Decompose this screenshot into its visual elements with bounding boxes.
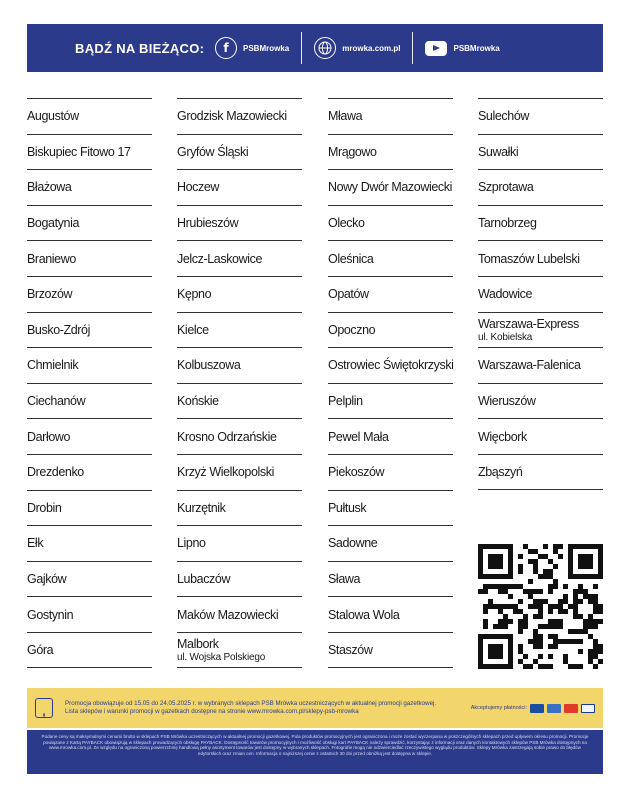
store-location bbox=[328, 418, 453, 454]
store-name: Błażowa bbox=[27, 180, 72, 195]
youtube-icon bbox=[425, 41, 447, 56]
store-name: Krzyż Wielkopolski bbox=[177, 465, 274, 480]
store-name: Tomaszów Lubelski bbox=[478, 251, 580, 266]
store-location bbox=[27, 312, 152, 348]
store-location bbox=[177, 205, 302, 241]
store-location bbox=[328, 312, 453, 348]
store-location bbox=[27, 525, 152, 561]
store-name: Suwałki bbox=[478, 144, 519, 159]
mastercard-icon bbox=[564, 704, 578, 713]
store-name: Stalowa Wola bbox=[328, 607, 400, 622]
store-name: Warszawa-Falenica bbox=[478, 358, 581, 373]
store-name: Wadowice bbox=[478, 287, 532, 302]
store-name: Bogatynia bbox=[27, 216, 79, 231]
store-location bbox=[177, 347, 302, 383]
store-location bbox=[177, 276, 302, 312]
store-name: Krosno Odrzańskie bbox=[177, 429, 277, 444]
store-location bbox=[478, 454, 603, 490]
store-location bbox=[177, 169, 302, 205]
store-name: Hrubieszów bbox=[177, 216, 239, 231]
store-name: Mrągowo bbox=[328, 144, 377, 159]
store-location bbox=[478, 418, 603, 454]
promo-line-1: Promocja obowiązuje od 15.05 do 24.05.2025 r. w wybranych sklepach PSB Mrówka uczestniczących w aktualnej promocji gazetkowej. bbox=[65, 700, 437, 707]
store-location bbox=[27, 454, 152, 490]
youtube-label: PSBMrowka bbox=[453, 43, 500, 53]
facebook-link[interactable] bbox=[215, 37, 289, 59]
globe-icon bbox=[314, 37, 336, 59]
header-title: BĄDŹ NA BIEŻĄCO: bbox=[75, 40, 205, 56]
store-location bbox=[478, 169, 603, 205]
store-name: Grodzisk Mazowiecki bbox=[177, 109, 287, 124]
store-location bbox=[177, 632, 302, 668]
store-location bbox=[328, 205, 453, 241]
store-location bbox=[27, 632, 152, 668]
payments-label: Akceptujemy płatności: bbox=[470, 705, 527, 711]
store-location bbox=[177, 525, 302, 561]
store-location bbox=[478, 383, 603, 419]
store-name: Chmielnik bbox=[27, 358, 79, 373]
store-name: Busko-Zdrój bbox=[27, 322, 90, 337]
store-name: Ciechanów bbox=[27, 394, 86, 409]
social-header-banner bbox=[27, 24, 603, 72]
store-location bbox=[27, 383, 152, 419]
store-column bbox=[177, 98, 302, 668]
store-name: Piekoszów bbox=[328, 465, 385, 480]
store-column bbox=[328, 98, 453, 668]
store-name: Pelplin bbox=[328, 394, 363, 409]
store-name: Jelcz-Laskowice bbox=[177, 251, 263, 266]
store-name: Lipno bbox=[177, 536, 206, 551]
store-name: Lubaczów bbox=[177, 572, 231, 587]
store-location bbox=[328, 490, 453, 526]
store-location bbox=[177, 383, 302, 419]
store-location bbox=[328, 561, 453, 597]
store-name: Warszawa-Express bbox=[478, 316, 579, 331]
store-name: Opatów bbox=[328, 287, 369, 302]
header-divider bbox=[412, 32, 413, 64]
store-location bbox=[27, 169, 152, 205]
store-location bbox=[177, 454, 302, 490]
store-name: Kępno bbox=[177, 287, 212, 302]
store-location bbox=[27, 490, 152, 526]
youtube-link[interactable] bbox=[425, 41, 499, 56]
store-name: Gryfów Śląski bbox=[177, 144, 249, 159]
store-location bbox=[27, 418, 152, 454]
store-location bbox=[328, 383, 453, 419]
card-icon bbox=[530, 704, 544, 713]
store-name: Nowy Dwór Mazowiecki bbox=[328, 180, 452, 195]
promo-line-2: Lista sklepów i warunki promocji w gazetkach dostępne na stronie www.mrowka.com.pl/sklepy-psb-mrowka bbox=[65, 708, 359, 715]
store-location bbox=[328, 98, 453, 134]
header-divider bbox=[301, 32, 302, 64]
store-address: ul. Kobielska bbox=[478, 331, 533, 343]
promo-text bbox=[65, 700, 445, 716]
visa-icon bbox=[581, 704, 595, 713]
store-name: Opoczno bbox=[328, 322, 376, 337]
store-location bbox=[328, 347, 453, 383]
facebook-label: PSBMrowka bbox=[243, 43, 290, 53]
store-name: Braniewo bbox=[27, 251, 76, 266]
store-location bbox=[27, 596, 152, 632]
store-name: Mława bbox=[328, 109, 363, 124]
store-address: ul. Wojska Polskiego bbox=[177, 651, 266, 663]
store-location bbox=[27, 134, 152, 170]
store-name: Gostynin bbox=[27, 607, 74, 622]
store-location bbox=[27, 240, 152, 276]
store-location bbox=[478, 205, 603, 241]
store-location bbox=[478, 312, 603, 348]
store-location bbox=[177, 596, 302, 632]
store-name: Hoczew bbox=[177, 180, 220, 195]
store-location bbox=[177, 240, 302, 276]
payment-methods bbox=[471, 704, 595, 713]
store-name: Góra bbox=[27, 642, 54, 657]
store-name: Kolbuszowa bbox=[177, 358, 241, 373]
store-location bbox=[478, 240, 603, 276]
store-name: Pewel Mała bbox=[328, 429, 389, 444]
store-location bbox=[478, 98, 603, 134]
store-name: Darłowo bbox=[27, 429, 71, 444]
facebook-icon: f bbox=[215, 37, 237, 59]
store-location bbox=[328, 276, 453, 312]
store-location bbox=[328, 632, 453, 668]
store-name: Ełk bbox=[27, 536, 44, 551]
promo-banner bbox=[27, 688, 603, 728]
store-name: Biskupiec Fitowo 17 bbox=[27, 144, 131, 159]
store-name: Tarnobrzeg bbox=[478, 216, 537, 231]
store-name: Kielce bbox=[177, 322, 209, 337]
store-name: Drezdenko bbox=[27, 465, 84, 480]
legal-notice: Podane ceny są maksymalnymi cenami brutto w sklepach PSB Mrówka uczestniczących w aktualnej promocji gazetkowej. Pula produktów promocyjnych jest ograniczona i może zostać wyczerpana w poszczególnych sklepach przed upływem okresu promocji. Promocje powiązane z Kartą PAYBACK obowiązują w sklepach prowadzących obsługę PAYBACK. Dostępność towarów promocyjnych i możliwość obsługi kart PAYBACK należy sprawdzić, korzystając z informacji oraz danych kontaktowych sklepów PSB Mrówka dostępnych na www.mrowka.com.pl. Ze względu na ograniczoną powierzchnię handlową pełny asortyment towarów jest dostępny w wybranych sklepach. Fotografie mogą nie odzwierciedlać rzeczywistego wyglądu produktów. Sklepy Mrówka zastrzegają sobie prawo do błędów edytorskich oraz zmian cen. Informacja o najniższej cenie z ostatnich 30 dni przed obniżką jest dostępna w sklepie. bbox=[27, 730, 603, 774]
store-name: Końskie bbox=[177, 394, 219, 409]
store-location bbox=[177, 418, 302, 454]
store-name: Sulechów bbox=[478, 109, 529, 124]
card-icon bbox=[547, 704, 561, 713]
store-location bbox=[478, 276, 603, 312]
store-location bbox=[177, 490, 302, 526]
store-location bbox=[478, 347, 603, 383]
store-location bbox=[177, 134, 302, 170]
store-name: Brzozów bbox=[27, 287, 73, 302]
store-name: Augustów bbox=[27, 109, 79, 124]
store-location bbox=[177, 98, 302, 134]
store-name: Ostrowiec Świętokrzyski bbox=[328, 358, 454, 373]
store-location bbox=[27, 205, 152, 241]
store-name: Sadowne bbox=[328, 536, 378, 551]
store-location bbox=[177, 312, 302, 348]
store-location bbox=[478, 134, 603, 170]
store-name: Olecko bbox=[328, 216, 365, 231]
store-name: Maków Mazowiecki bbox=[177, 607, 279, 622]
store-location bbox=[27, 347, 152, 383]
store-name: Malbork bbox=[177, 636, 219, 651]
store-location bbox=[328, 525, 453, 561]
store-location bbox=[328, 134, 453, 170]
store-name: Pułtusk bbox=[328, 500, 367, 515]
store-name: Zbąszyń bbox=[478, 464, 523, 479]
store-location bbox=[27, 98, 152, 134]
store-name: Gajków bbox=[27, 572, 67, 587]
website-label: mrowka.com.pl bbox=[342, 43, 401, 53]
store-name: Drobin bbox=[27, 500, 62, 515]
store-name: Więcbork bbox=[478, 429, 527, 444]
store-name: Wieruszów bbox=[478, 394, 536, 409]
store-location bbox=[27, 276, 152, 312]
store-column bbox=[478, 98, 603, 490]
store-location bbox=[328, 169, 453, 205]
store-location bbox=[328, 596, 453, 632]
store-name: Staszów bbox=[328, 642, 373, 657]
store-location bbox=[177, 561, 302, 597]
store-location bbox=[27, 561, 152, 597]
store-column bbox=[27, 98, 152, 668]
store-name: Sława bbox=[328, 572, 361, 587]
store-icon: ▮ bbox=[35, 698, 53, 718]
store-location bbox=[328, 240, 453, 276]
website-link[interactable] bbox=[314, 37, 400, 59]
store-name: Oleśnica bbox=[328, 251, 374, 266]
store-name: Kurzętnik bbox=[177, 500, 226, 515]
qr-code[interactable] bbox=[478, 544, 603, 669]
store-location bbox=[328, 454, 453, 490]
store-name: Szprotawa bbox=[478, 180, 534, 195]
